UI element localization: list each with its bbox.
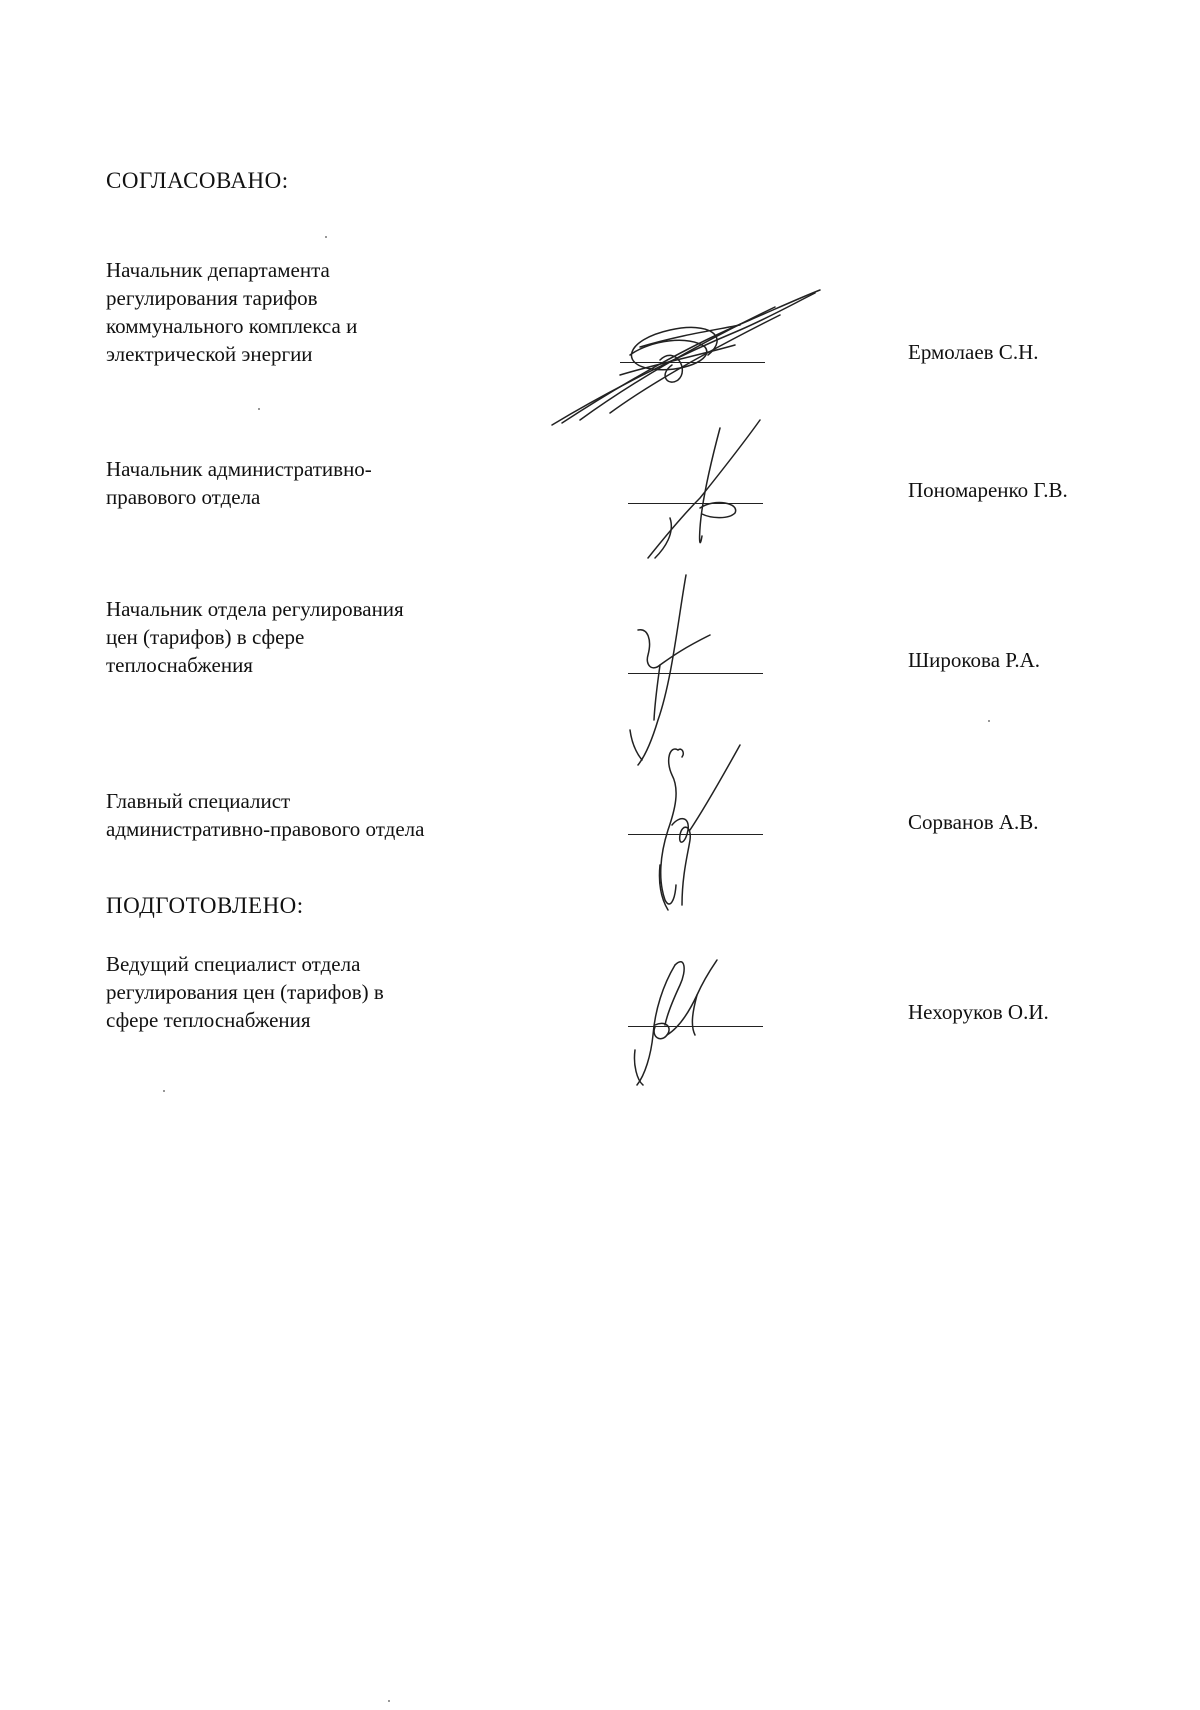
signature-1 xyxy=(540,285,830,435)
signatory-title-2: Начальник административно- правового отдела xyxy=(106,457,372,509)
signatory-name-3: Широкова Р.А. xyxy=(908,648,1040,672)
preparer-title: Ведущий специалист отдела регулирования цен (тарифов) в сфере теплоснабжения xyxy=(106,952,384,1032)
scan-speck xyxy=(988,720,990,722)
scan-speck xyxy=(388,1700,390,1702)
signatory-title-4: Главный специалист административно-правового отдела xyxy=(106,789,425,841)
preparer-signature xyxy=(625,955,735,1090)
scan-speck xyxy=(325,236,327,238)
agreed-heading: СОГЛАСОВАНО: xyxy=(106,168,289,193)
signature-4 xyxy=(630,735,750,915)
signatory-title-1: Начальник департамента регулирования тарифов коммунального комплекса и электрической энергии xyxy=(106,258,358,366)
signatory-title-3: Начальник отдела регулирования цен (тарифов) в сфере теплоснабжения xyxy=(106,597,404,677)
signatory-name-4: Сорванов А.В. xyxy=(908,810,1039,834)
scan-speck xyxy=(163,1090,165,1092)
signatory-name-1: Ермолаев С.Н. xyxy=(908,340,1039,364)
signatory-name-2: Пономаренко Г.В. xyxy=(908,478,1068,502)
signature-2 xyxy=(640,418,780,568)
preparer-name: Нехоруков О.И. xyxy=(908,1000,1049,1024)
scan-speck xyxy=(258,408,260,410)
prepared-heading: ПОДГОТОВЛЕНО: xyxy=(106,893,304,918)
